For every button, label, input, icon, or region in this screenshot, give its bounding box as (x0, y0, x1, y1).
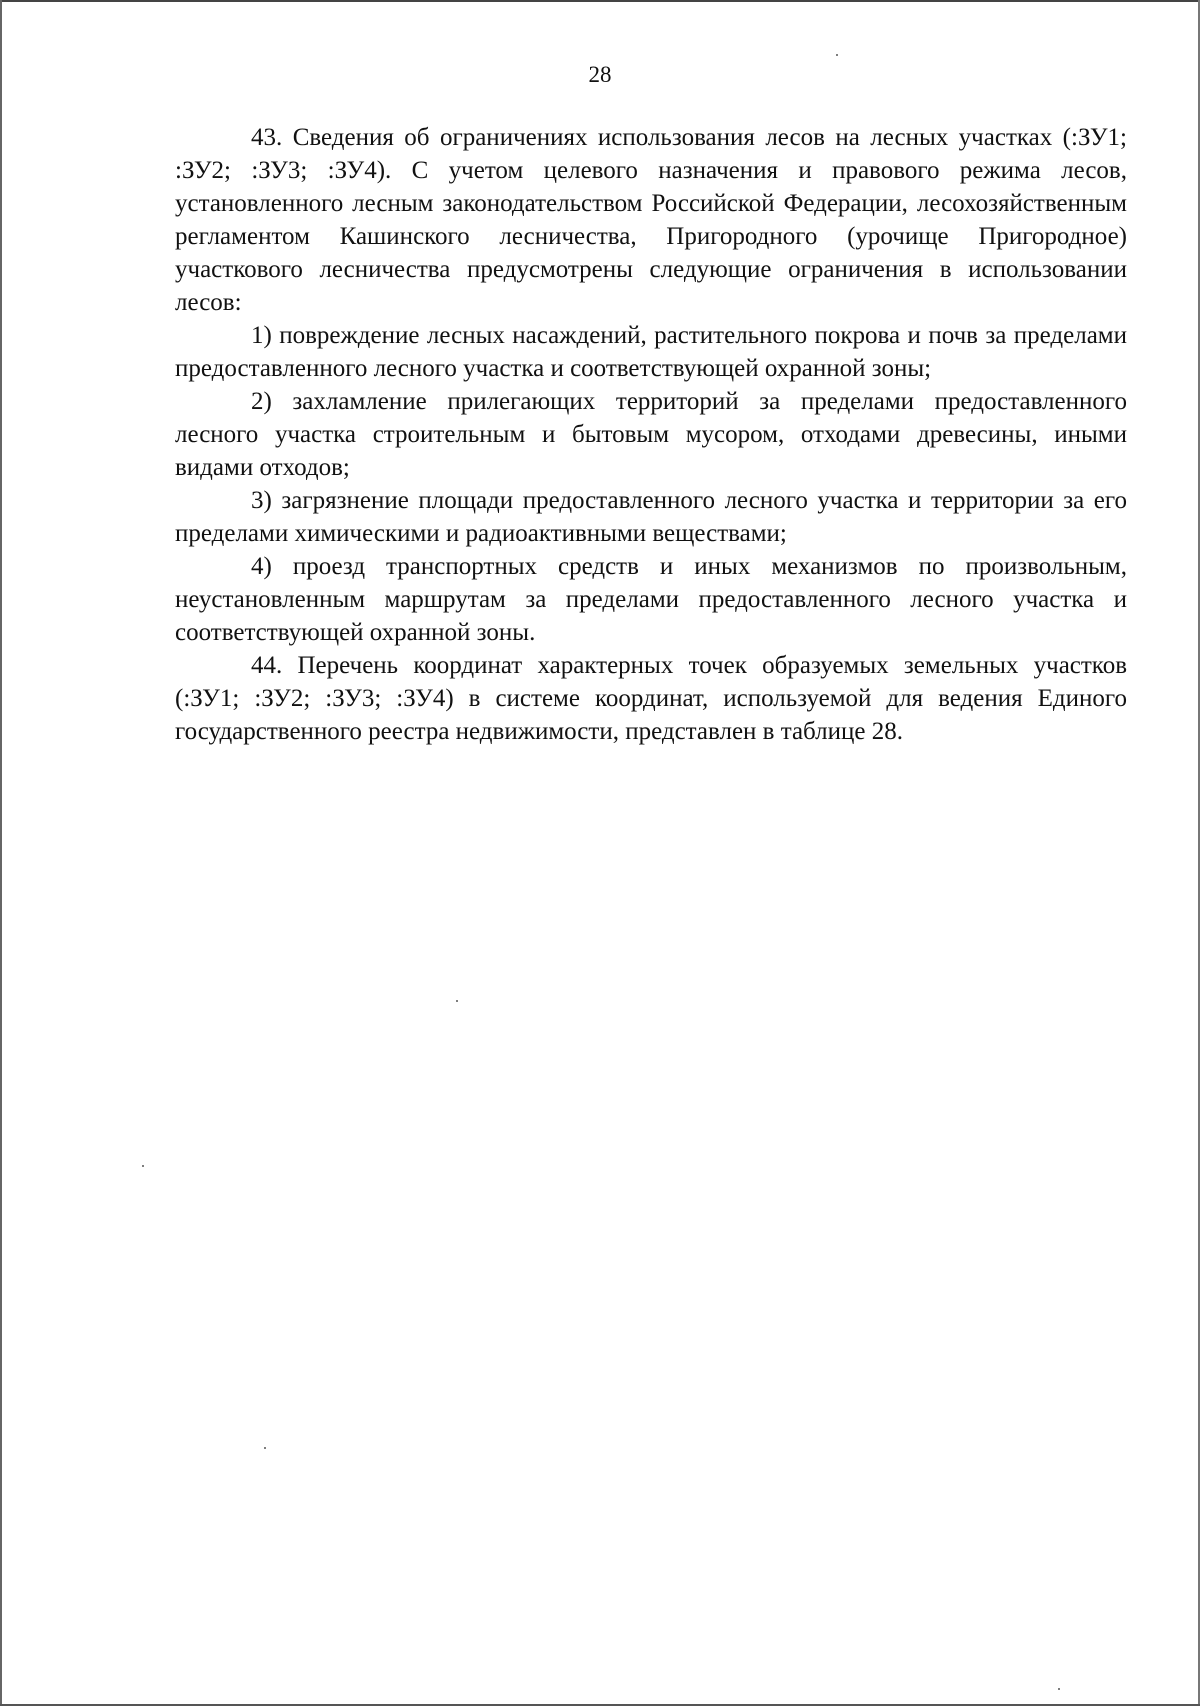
scan-edge-left (0, 0, 2, 1706)
list-item-1: 1) повреждение лесных насаждений, растительного покрова и почв за пределами предоставленного лесного участка и соответствующей охранной зоны; (175, 322, 1127, 382)
list-item-2: 2) захламление прилегающих территорий за пределами предоставленного лесного участка строительным и бытовым мусором, отходами древесины, иными видами отходов; (175, 388, 1127, 481)
list-item-4: 4) проезд транспортных средств и иных механизмов по произвольным, неустановленным маршрутам за пределами предоставленного лесного участка и соответствующей охранной зоны. (175, 553, 1127, 646)
paragraph-44: 44. Перечень координат характерных точек образуемых земельных участков (:ЗУ1; :ЗУ2; :ЗУ3; :ЗУ4) в системе координат, используемой для ведения Единого государственного реестра недвижимости, представлен в таблице 28. (175, 652, 1127, 745)
scan-speck (142, 1165, 144, 1167)
list-item-3: 3) загрязнение площади предоставленного лесного участка и территории за его пределами химическими и радиоактивными веществами; (175, 487, 1127, 547)
scan-speck (836, 54, 838, 56)
scan-speck (264, 1447, 266, 1449)
scan-speck (1058, 1688, 1060, 1690)
page-number: 28 (588, 62, 612, 87)
document-body (175, 121, 1127, 748)
scan-speck (456, 1000, 458, 1002)
scan-edge-top (0, 0, 1200, 2)
paragraph-43: 43. Сведения об ограничениях использования лесов на лесных участках (:ЗУ1; :ЗУ2; :ЗУ3; :ЗУ4). С учетом целевого назначения и правового режима лесов, установленного лесным законодательством Российской Федерации, лесохозяйственным регламентом Кашинского лесничества, Пригородного (урочище Пригородное) участкового лесничества предусмотрены следующие ограничения в использовании лесов: (175, 124, 1127, 316)
